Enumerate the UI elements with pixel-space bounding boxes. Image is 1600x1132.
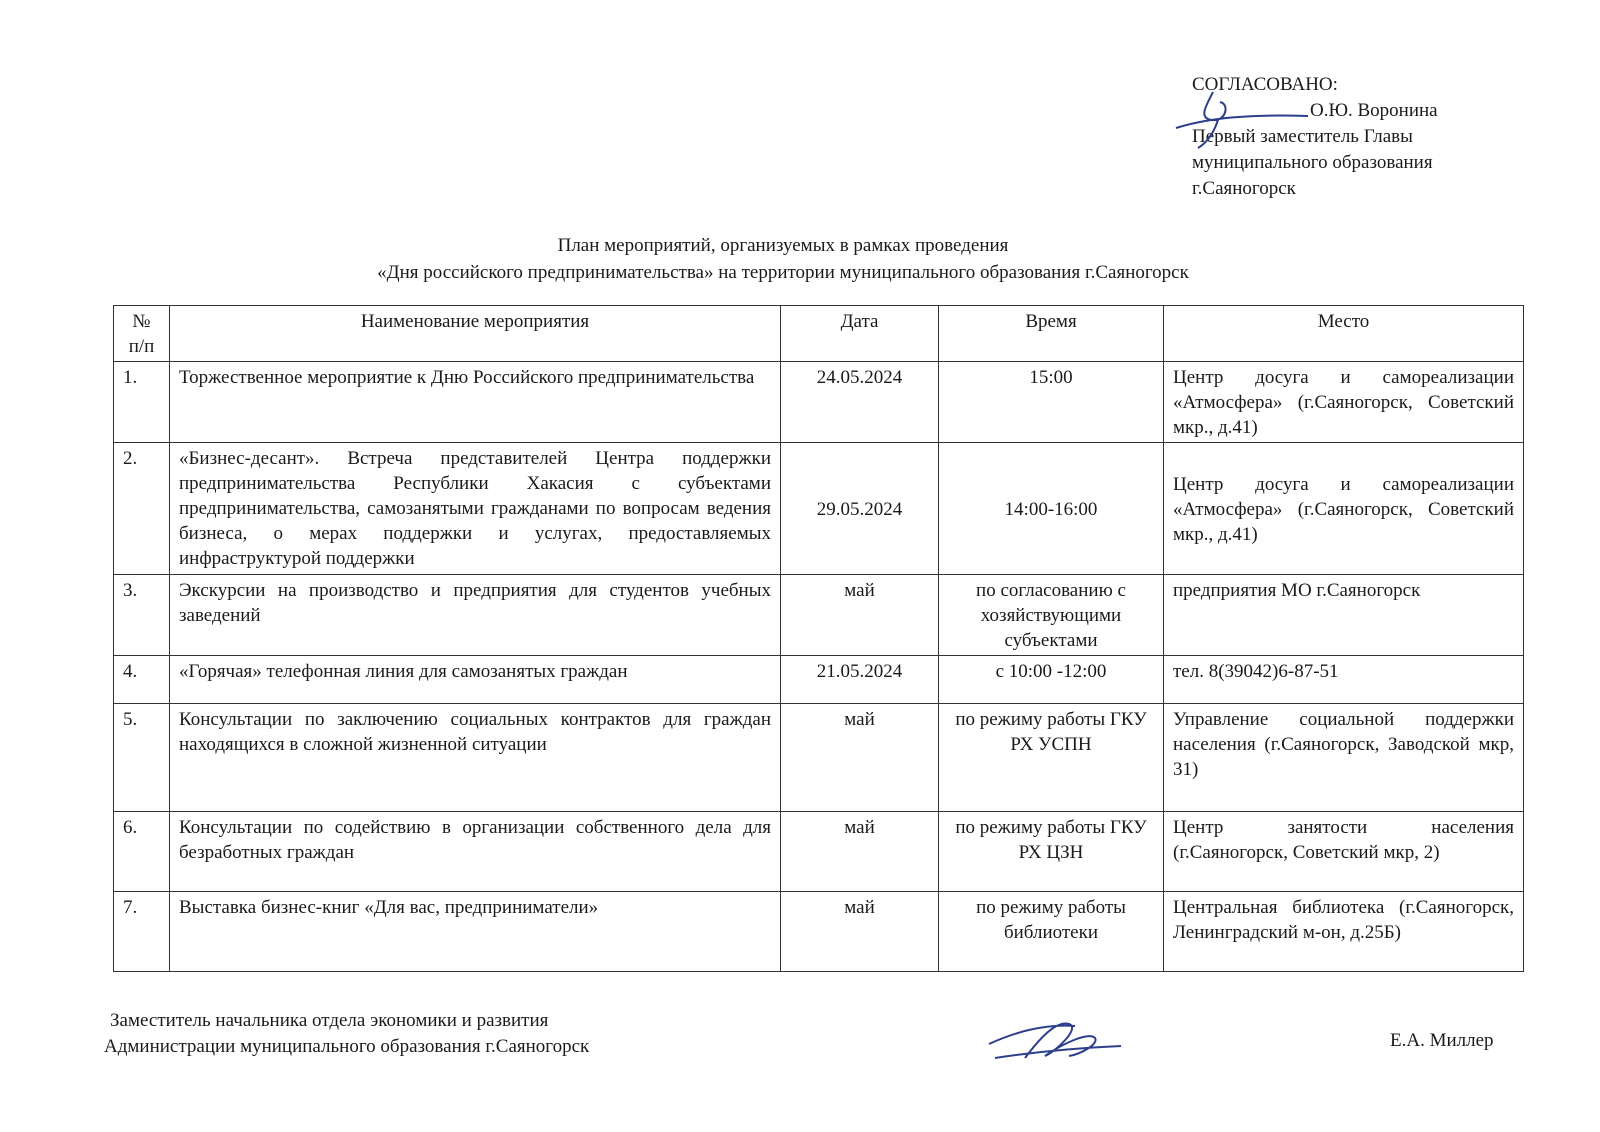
cell-num: 2. [114,443,170,575]
footer-position-line-2: Администрации муниципального образования г.Саяногорск [104,1036,590,1057]
cell-place: Центр досуга и самореализации «Атмосфера» (г.Саяногорск, Советский мкр., д.41) [1164,362,1524,443]
cell-date: май [781,704,939,812]
cell-num: 6. [114,812,170,892]
cell-place: тел. 8(39042)6-87-51 [1164,656,1524,704]
cell-date: май [781,812,939,892]
cell-time: 15:00 [939,362,1164,443]
cell-place: предприятия МО г.Саяногорск [1164,575,1524,656]
approval-heading: СОГЛАСОВАНО: [1192,74,1338,95]
approval-position-line: г.Саяногорск [1192,178,1296,199]
cell-time: с 10:00 -12:00 [939,656,1164,704]
table-row [114,704,1524,812]
cell-num: 5. [114,704,170,812]
table-header-row [114,306,1524,362]
footer-name: Е.А. Миллер [1390,1030,1494,1051]
footer-position-line-1: Заместитель начальника отдела экономики и развития [110,1010,549,1031]
cell-time: по режиму работы ГКУ РХ УСПН [939,704,1164,812]
cell-name: «Горячая» телефонная линия для самозанятых граждан [170,656,781,704]
cell-date: 29.05.2024 [781,443,939,575]
cell-place: Центральная библиотека (г.Саяногорск, Ленинградский м-он, д.25Б) [1164,892,1524,972]
header-num: № п/п [114,306,170,362]
header-name: Наименование мероприятия [170,306,781,362]
cell-place: Центр занятости населения (г.Саяногорск, Советский мкр, 2) [1164,812,1524,892]
document-title [113,232,1453,286]
cell-date: 21.05.2024 [781,656,939,704]
cell-name: Торжественное мероприятие к Дню Российского предпринимательства [170,362,781,443]
cell-time: по согласованию с хозяйствующими субъектами [939,575,1164,656]
events-table [113,305,1524,972]
title-line-2: «Дня российского предпринимательства» на территории муниципального образования г.Саяногорск [377,262,1189,283]
cell-name: Консультации по заключению социальных контрактов для граждан находящихся в сложной жизненной ситуации [170,704,781,812]
header-date: Дата [781,306,939,362]
cell-place: Управление социальной поддержки населения (г.Саяногорск, Заводской мкр, 31) [1164,704,1524,812]
cell-place: Центр досуга и самореализации «Атмосфера» (г.Саяногорск, Советский мкр., д.41) [1164,443,1524,575]
cell-num: 3. [114,575,170,656]
table-row [114,362,1524,443]
cell-time: по режиму работы ГКУ РХ ЦЗН [939,812,1164,892]
cell-time: 14:00-16:00 [939,443,1164,575]
cell-name: «Бизнес-десант». Встреча представителей Центра поддержки предпринимательства Республики Хакасия с субъектами предпринимательства, самозанятыми гражданами по вопросам ведения бизнеса, о мерах поддержки и услугах, предоставляемых инфраструктурой поддержки [170,443,781,575]
footer-signature [985,1012,1125,1072]
approval-name: О.Ю. Воронина [1310,100,1438,121]
cell-date: май [781,892,939,972]
cell-date: май [781,575,939,656]
table-row [114,812,1524,892]
header-time: Время [939,306,1164,362]
cell-num: 7. [114,892,170,972]
approval-position-line: Первый заместитель Главы [1192,126,1413,147]
cell-time: по режиму работы библиотеки [939,892,1164,972]
cell-num: 4. [114,656,170,704]
approval-signature [1168,84,1318,154]
cell-name: Экскурсии на производство и предприятия для студентов учебных заведений [170,575,781,656]
title-line-1: План мероприятий, организуемых в рамках проведения [557,235,1009,256]
footer-position [104,1008,589,1060]
approval-position-line: муниципального образования [1192,152,1433,173]
cell-num: 1. [114,362,170,443]
cell-date: 24.05.2024 [781,362,939,443]
table-row [114,575,1524,656]
table-row [114,892,1524,972]
cell-name: Выставка бизнес-книг «Для вас, предприниматели» [170,892,781,972]
cell-name: Консультации по содействию в организации собственного дела для безработных граждан [170,812,781,892]
header-place: Место [1164,306,1524,362]
table-row [114,656,1524,704]
table-row [114,443,1524,575]
